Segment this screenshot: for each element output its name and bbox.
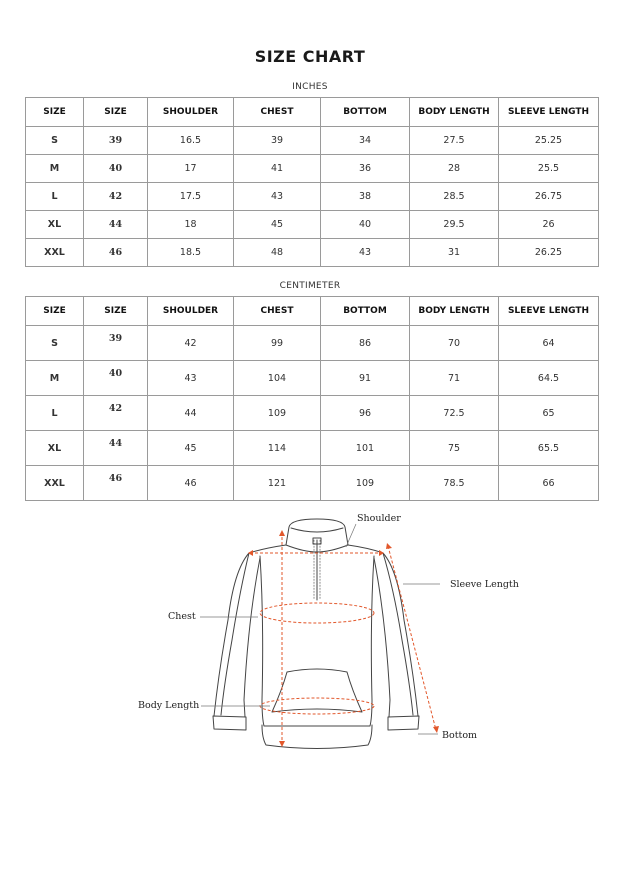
cell-size-letter: XXL [26, 466, 84, 501]
cell-size-letter: L [26, 396, 84, 431]
header-chest: CHEST [234, 98, 321, 127]
measure-arrowheads [248, 530, 439, 747]
chest-measure [260, 603, 374, 623]
cell-bottom: 40 [321, 211, 410, 239]
right-sleeve-outer [383, 553, 418, 716]
collar-seam [291, 528, 343, 532]
cell-size-letter: M [26, 361, 84, 396]
label-chest: Chest [168, 611, 196, 622]
cell-body-length: 27.5 [410, 127, 499, 155]
cell-size-number: 46 [84, 466, 148, 501]
cell-sleeve-length: 65 [499, 396, 599, 431]
cell-shoulder: 18.5 [148, 239, 234, 267]
cell-sleeve-length: 26 [499, 211, 599, 239]
hem-band [262, 725, 372, 749]
cell-shoulder: 46 [148, 466, 234, 501]
header-chest: CHEST [234, 297, 321, 326]
cell-chest: 109 [234, 396, 321, 431]
cell-chest: 43 [234, 183, 321, 211]
cell-size-letter: S [26, 127, 84, 155]
cell-bottom: 34 [321, 127, 410, 155]
right-armhole-seam [371, 556, 374, 700]
header-sleeve-length: SLEEVE LENGTH [499, 297, 599, 326]
cell-chest: 99 [234, 326, 321, 361]
cell-size-number: 44 [84, 431, 148, 466]
header-sleeve-length: SLEEVE LENGTH [499, 98, 599, 127]
cell-bottom: 38 [321, 183, 410, 211]
cell-shoulder: 16.5 [148, 127, 234, 155]
measure-lines [250, 532, 436, 745]
header-shoulder: SHOULDER [148, 297, 234, 326]
cell-size-letter: S [26, 326, 84, 361]
cell-size-number: 40 [84, 155, 148, 183]
cell-bottom: 43 [321, 239, 410, 267]
right-side-outer [348, 545, 413, 715]
cell-bottom: 91 [321, 361, 410, 396]
cell-shoulder: 18 [148, 211, 234, 239]
cell-size-number: 42 [84, 183, 148, 211]
header-size-number: SIZE [84, 297, 148, 326]
label-body-length: Body Length [138, 700, 200, 711]
label-bottom: Bottom [442, 730, 478, 741]
body-lower [262, 700, 372, 726]
cell-size-letter: XL [26, 211, 84, 239]
arrow-icon [279, 741, 285, 747]
cell-sleeve-length: 64.5 [499, 361, 599, 396]
cell-body-length: 72.5 [410, 396, 499, 431]
cell-sleeve-length: 26.25 [499, 239, 599, 267]
cell-shoulder: 17.5 [148, 183, 234, 211]
cell-size-number: 42 [84, 396, 148, 431]
header-size-letter: SIZE [26, 98, 84, 127]
left-armhole-seam [260, 556, 263, 700]
cell-size-number: 40 [84, 361, 148, 396]
cell-size-number: 44 [84, 211, 148, 239]
cell-chest: 114 [234, 431, 321, 466]
left-sleeve-inner [244, 558, 260, 717]
cell-body-length: 71 [410, 361, 499, 396]
header-size-letter: SIZE [26, 297, 84, 326]
arrow-icon [386, 543, 392, 549]
cell-size-letter: XL [26, 431, 84, 466]
left-side-outer [221, 545, 286, 715]
unit-label-centimeter: CENTIMETER [279, 281, 341, 291]
cell-shoulder: 17 [148, 155, 234, 183]
cell-shoulder: 43 [148, 361, 234, 396]
right-cuff [388, 716, 419, 730]
unit-label-inches: INCHES [292, 82, 328, 92]
cell-body-length: 28 [410, 155, 499, 183]
cell-body-length: 28.5 [410, 183, 499, 211]
header-bottom: BOTTOM [321, 297, 410, 326]
right-sleeve-inner [374, 558, 390, 717]
cell-sleeve-length: 65.5 [499, 431, 599, 466]
cell-size-letter: M [26, 155, 84, 183]
header-size-number: SIZE [84, 98, 148, 127]
header-bottom: BOTTOM [321, 98, 410, 127]
cell-shoulder: 45 [148, 431, 234, 466]
cell-chest: 45 [234, 211, 321, 239]
cell-sleeve-length: 26.75 [499, 183, 599, 211]
cell-body-length: 70 [410, 326, 499, 361]
cell-body-length: 29.5 [410, 211, 499, 239]
cell-bottom: 86 [321, 326, 410, 361]
cell-bottom: 101 [321, 431, 410, 466]
cell-sleeve-length: 66 [499, 466, 599, 501]
cell-size-number: 46 [84, 239, 148, 267]
arrow-icon [433, 726, 439, 733]
cell-bottom: 36 [321, 155, 410, 183]
header-body-length: BODY LENGTH [410, 98, 499, 127]
cell-chest: 48 [234, 239, 321, 267]
cell-body-length: 75 [410, 431, 499, 466]
cell-body-length: 31 [410, 239, 499, 267]
front-pocket [272, 669, 362, 712]
header-body-length: BODY LENGTH [410, 297, 499, 326]
cell-chest: 41 [234, 155, 321, 183]
cell-chest: 121 [234, 466, 321, 501]
cell-sleeve-length: 25.25 [499, 127, 599, 155]
page-title: SIZE CHART [254, 47, 366, 66]
cell-size-letter: XXL [26, 239, 84, 267]
label-shoulder: Shoulder [357, 513, 401, 524]
cell-sleeve-length: 25.5 [499, 155, 599, 183]
cell-size-number: 39 [84, 326, 148, 361]
shoulder-leader [346, 524, 356, 547]
cell-sleeve-length: 64 [499, 326, 599, 361]
header-shoulder: SHOULDER [148, 98, 234, 127]
cell-bottom: 109 [321, 466, 410, 501]
cell-body-length: 78.5 [410, 466, 499, 501]
cell-size-letter: L [26, 183, 84, 211]
cell-chest: 104 [234, 361, 321, 396]
arrow-icon [279, 530, 285, 536]
cell-chest: 39 [234, 127, 321, 155]
cell-shoulder: 42 [148, 326, 234, 361]
cell-bottom: 96 [321, 396, 410, 431]
left-cuff [213, 716, 246, 730]
label-sleeve-length: Sleeve Length [450, 579, 519, 590]
cell-shoulder: 44 [148, 396, 234, 431]
cell-size-number: 39 [84, 127, 148, 155]
